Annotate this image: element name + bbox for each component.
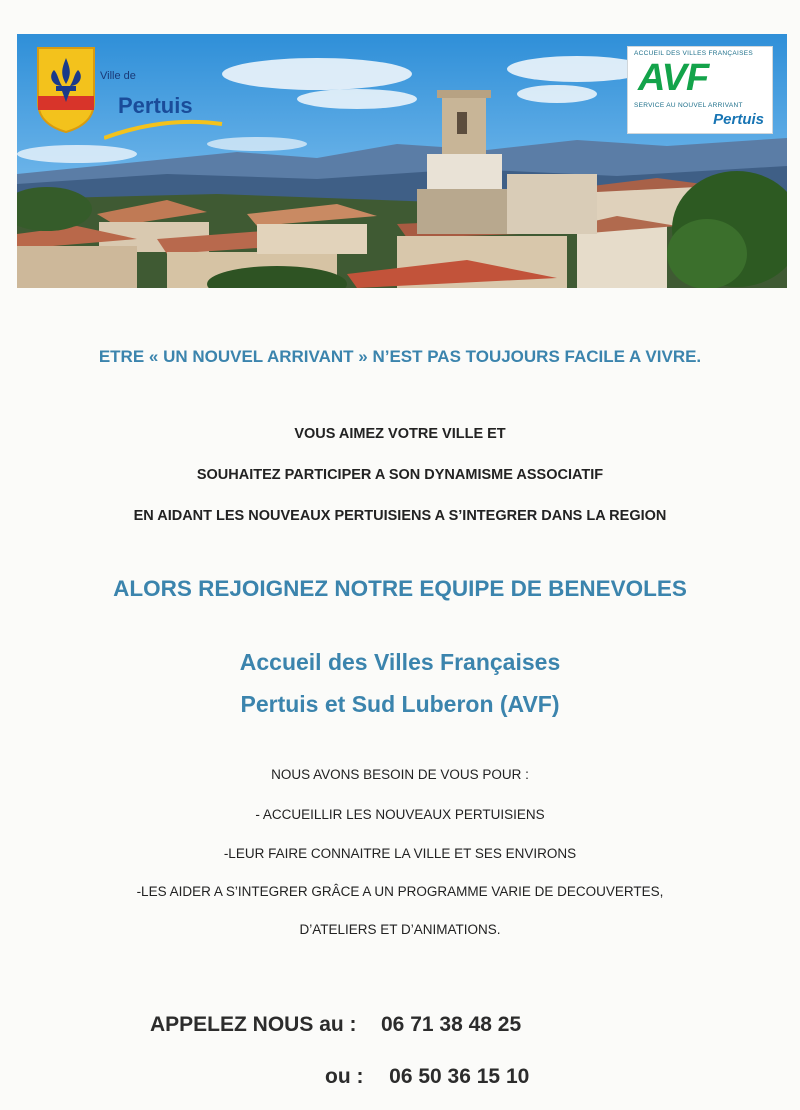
avf-top-text: ACCUEIL DES VILLES FRANÇAISES — [634, 50, 753, 57]
association-name-2: Pertuis et Sud Luberon (AVF) — [240, 691, 560, 717]
avf-service-text: SERVICE AU NOUVEL ARRIVANT — [634, 102, 743, 109]
avf-logo — [627, 46, 773, 134]
call-to-action: ALORS REJOIGNEZ NOTRE EQUIPE DE BENEVOLES — [113, 576, 687, 601]
ville-pertuis-logo — [34, 44, 224, 144]
contact-label: APPELEZ NOUS au : — [150, 1013, 357, 1036]
intro-line-1: VOUS AIMEZ VOTRE VILLE ET — [294, 426, 506, 442]
ville-name: Pertuis — [118, 93, 193, 118]
swoosh-icon — [104, 116, 224, 142]
needs-heading: NOUS AVONS BESOIN DE VOUS POUR : — [271, 767, 529, 782]
intro-line-2: SOUHAITEZ PARTICIPER A SON DYNAMISME ASSOCIATIF — [196, 467, 604, 483]
avf-city: Pertuis — [713, 111, 764, 128]
association-name-1: Accueil des Villes Françaises — [239, 649, 561, 675]
or-label: ou : — [325, 1065, 364, 1088]
avf-logo-text: AVF — [638, 57, 709, 99]
needs-item-3: -LES AIDER A S’INTEGRER GRÂCE A UN PROGRAMME VARIE DE DECOUVERTES, — [136, 884, 664, 899]
phone-number-2-line — [325, 1065, 529, 1089]
needs-item-2: -LEUR FAIRE CONNAITRE LA VILLE ET SES ENVIRONS — [223, 846, 577, 861]
headline: ETRE « UN NOUVEL ARRIVANT » N’EST PAS TOUJOURS FACILE A VIVRE. — [98, 347, 702, 366]
needs-item-1: - ACCUEILLIR LES NOUVEAUX PERTUISIENS — [255, 807, 545, 822]
intro-line-3: EN AIDANT LES NOUVEAUX PERTUISIENS A S’INTEGRER DANS LA REGION — [133, 508, 667, 524]
ville-prefix: Ville de — [100, 70, 136, 82]
phone-number-1[interactable]: 06 71 38 48 25 — [381, 1013, 522, 1036]
pertuis-crest-icon — [34, 44, 98, 134]
needs-item-3-cont: D’ATELIERS ET D’ANIMATIONS. — [299, 922, 501, 937]
header-banner — [17, 34, 787, 288]
phone-number-2[interactable]: 06 50 36 15 10 — [389, 1065, 530, 1088]
